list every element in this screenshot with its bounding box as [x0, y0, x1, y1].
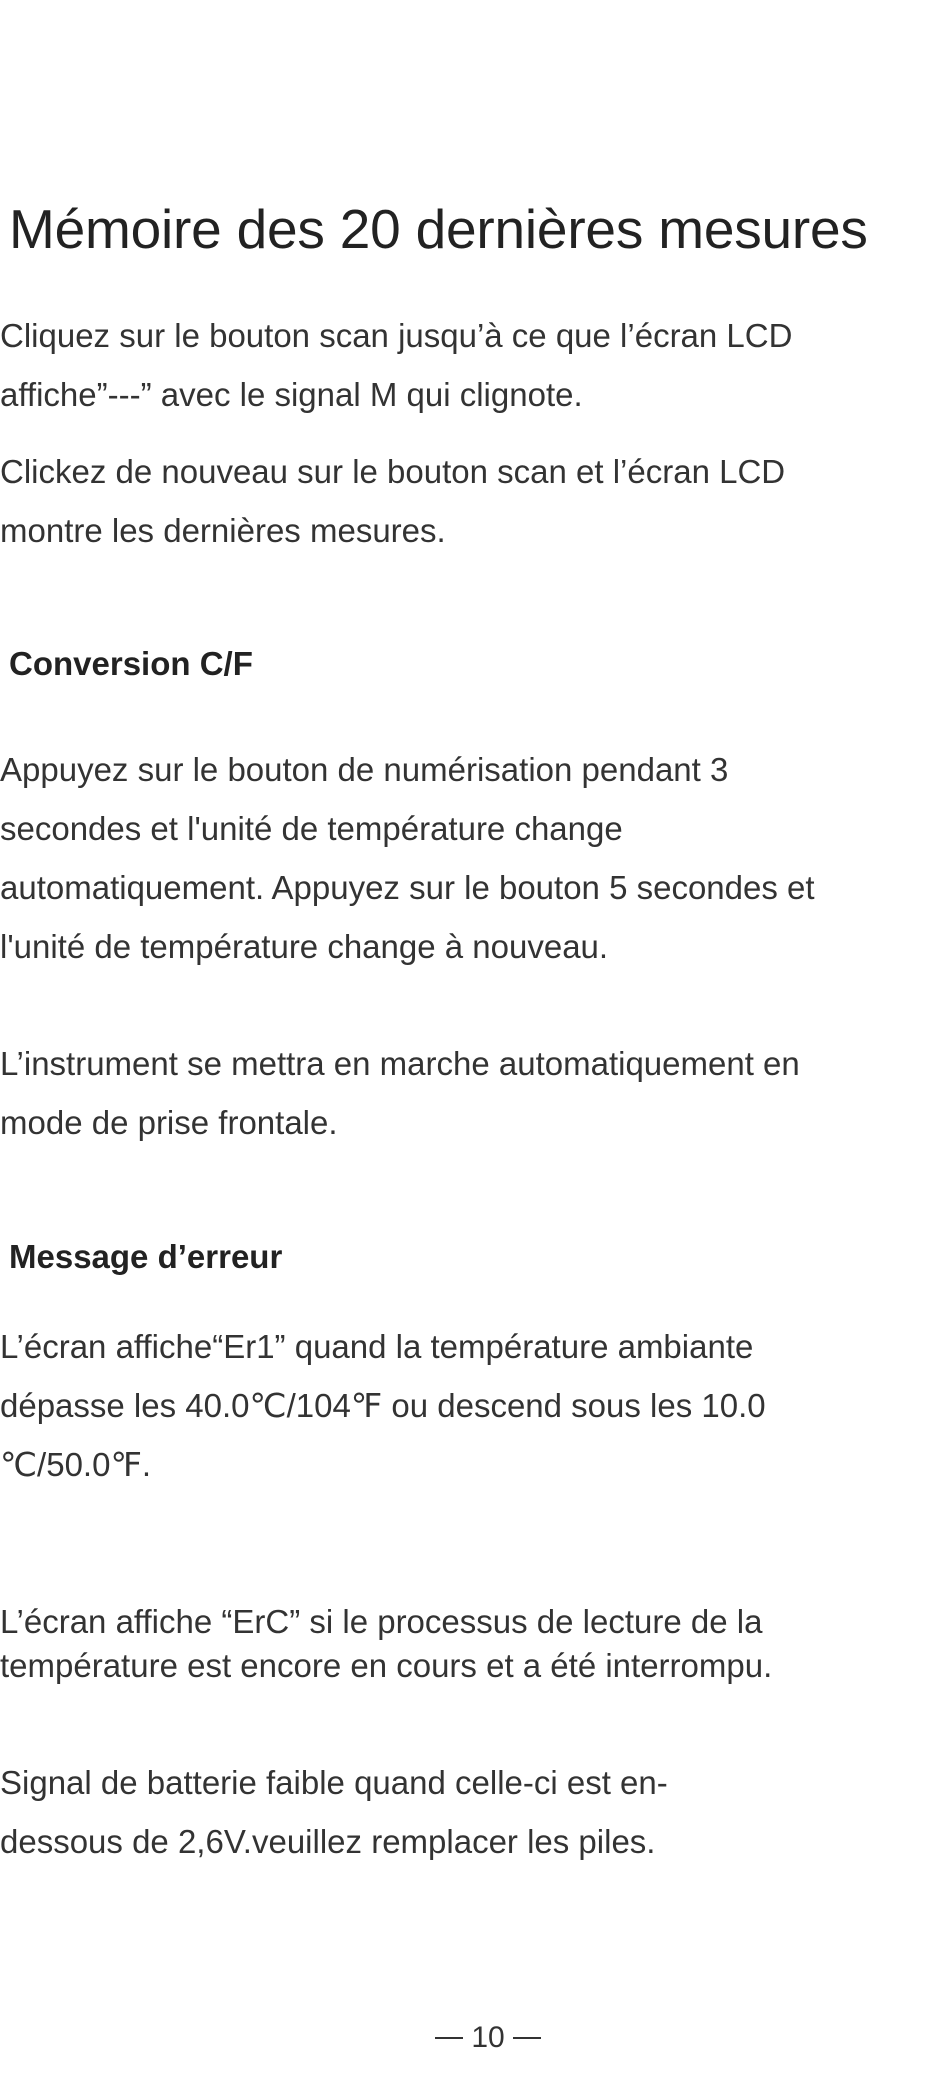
conversion-heading: Conversion C/F [9, 645, 253, 682]
page-number-group [435, 2018, 540, 2058]
page-number: 10 [471, 2021, 505, 2054]
page-title: Mémoire des 20 dernières mesures [9, 198, 868, 260]
text-line: dépasse les 40.0℃/104℉ ou descend sous les 10.0 [0, 1387, 766, 1424]
text-line: L’instrument se mettra en marche automatiquement en [0, 1045, 800, 1082]
memory-paragraph-1 [0, 306, 792, 424]
text-line: affiche”---” avec le signal M qui clignote. [0, 376, 583, 413]
error-paragraph-1 [0, 1317, 766, 1494]
battery-paragraph [0, 1753, 668, 1871]
text-line: secondes et l'unité de température change [0, 810, 623, 847]
text-line: Signal de batterie faible quand celle-ci est en- [0, 1764, 668, 1801]
text-line: Appuyez sur le bouton de numérisation pendant 3 [0, 751, 729, 788]
text-line: montre les dernières mesures. [0, 512, 446, 549]
right-dash-divider [513, 2037, 541, 2039]
text-line: ℃/50.0℉. [0, 1446, 152, 1483]
text-line: Cliquez sur le bouton scan jusqu’à ce que l’écran LCD [0, 317, 793, 354]
text-line: L’écran affiche “ErC” si le processus de lecture de la [0, 1603, 763, 1640]
left-dash-divider [435, 2037, 463, 2039]
text-line: Clickez de nouveau sur le bouton scan et l’écran LCD [0, 453, 786, 490]
page-footer [0, 2010, 950, 2058]
conversion-paragraph-1 [0, 740, 815, 976]
text-line: dessous de 2,6V.veuillez remplacer les piles. [0, 1823, 656, 1860]
text-line: l'unité de température change à nouveau. [0, 928, 609, 965]
text-line: automatiquement. Appuyez sur le bouton 5 secondes et [0, 869, 815, 906]
error-heading: Message d’erreur [9, 1238, 283, 1275]
text-line: L’écran affiche“Er1” quand la température ambiante [0, 1328, 754, 1365]
text-line: mode de prise frontale. [0, 1104, 338, 1141]
error-paragraph-2 [0, 1600, 772, 1688]
text-line: température est encore en cours et a été interrompu. [0, 1647, 773, 1684]
memory-paragraph-2 [0, 442, 785, 560]
conversion-paragraph-2 [0, 1034, 800, 1152]
